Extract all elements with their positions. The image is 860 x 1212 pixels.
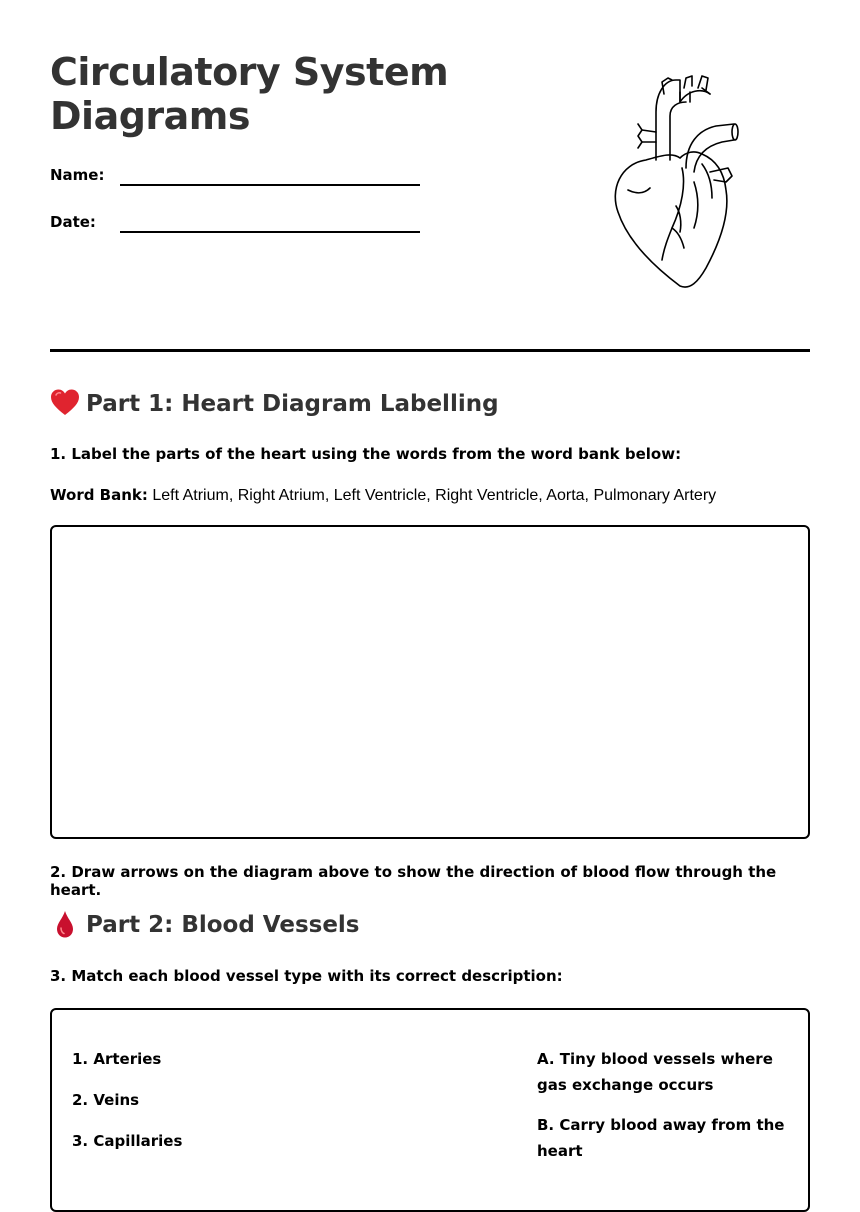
description-list xyxy=(537,1046,792,1178)
vessel-type-item: 3. Capillaries xyxy=(72,1132,183,1150)
name-field[interactable] xyxy=(50,166,420,196)
word-bank xyxy=(50,486,716,505)
part1-heading xyxy=(50,388,499,420)
part1-heading-text: Part 1: Heart Diagram Labelling xyxy=(86,391,499,417)
word-bank-label: Word Bank: xyxy=(50,486,148,504)
matching-box xyxy=(50,1008,810,1212)
name-label: Name: xyxy=(50,166,105,184)
question-2: 2. Draw arrows on the diagram above to show the direction of blood flow through the heart. xyxy=(50,863,777,899)
part2-heading xyxy=(50,909,360,941)
question-1: 1. Label the parts of the heart using the words from the word bank below: xyxy=(50,445,682,463)
description-item: B. Carry blood away from the heart xyxy=(537,1116,785,1160)
anatomical-heart-icon xyxy=(598,72,748,294)
vessel-type-list xyxy=(72,1048,372,1171)
header-divider xyxy=(50,349,810,352)
question-3: 3. Match each blood vessel type with its correct description: xyxy=(50,967,563,985)
blood-drop-icon xyxy=(50,909,80,939)
red-heart-icon xyxy=(50,388,80,418)
vessel-type-item: 2. Veins xyxy=(72,1091,140,1109)
name-line[interactable] xyxy=(120,184,420,186)
part2-heading-text: Part 2: Blood Vessels xyxy=(86,912,360,938)
date-field[interactable] xyxy=(50,213,420,243)
date-line[interactable] xyxy=(120,231,420,233)
page-title: Circulatory System Diagrams xyxy=(50,50,449,138)
description-item: A. Tiny blood vessels where gas exchange occurs xyxy=(537,1050,773,1094)
date-label: Date: xyxy=(50,213,96,231)
heart-diagram-box[interactable] xyxy=(50,525,810,839)
word-bank-words: Left Atrium, Right Atrium, Left Ventricle, Right Ventricle, Aorta, Pulmonary Artery xyxy=(152,487,717,504)
vessel-type-item: 1. Arteries xyxy=(72,1050,162,1068)
